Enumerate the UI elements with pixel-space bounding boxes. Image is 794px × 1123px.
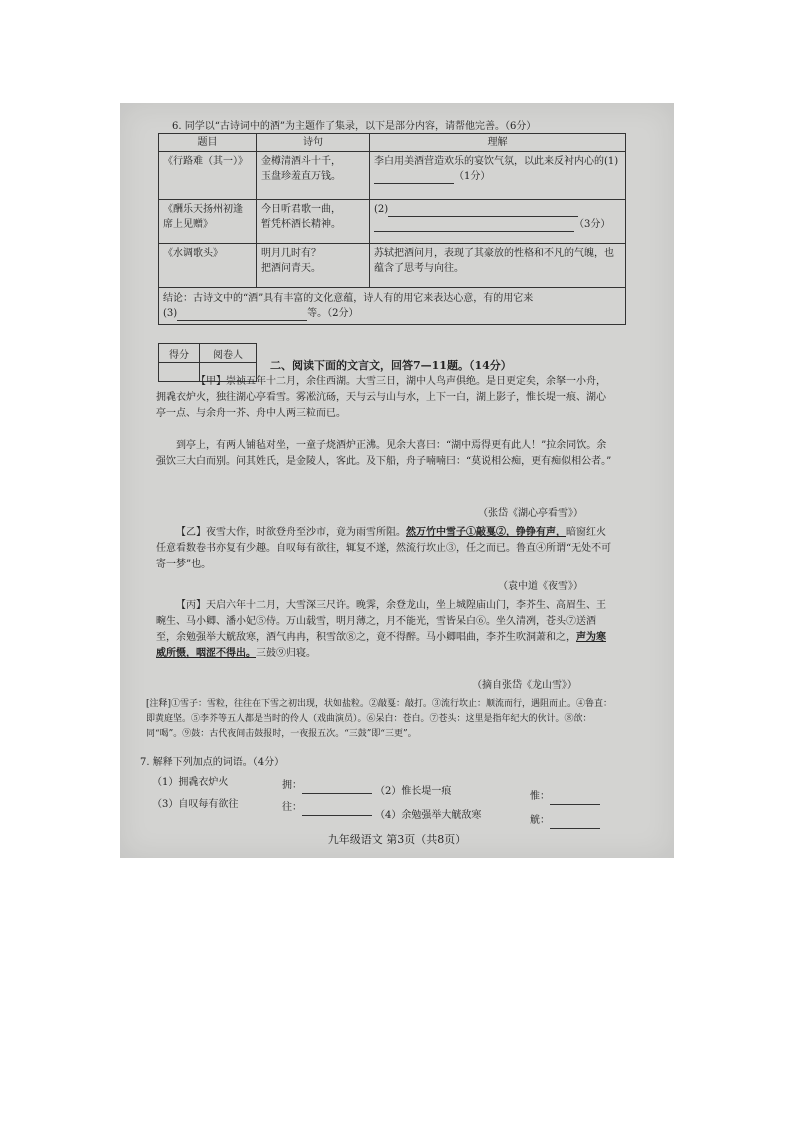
q7-blank-3[interactable] — [302, 803, 372, 816]
exam-page — [120, 103, 674, 858]
header-poem: 诗句 — [257, 134, 370, 152]
passage-bing-pre: 【丙】天启六年十二月，大雪深三尺许。晚霁，余登龙山，坐上城隍庙山门，李芥生、高眉生、王畹生、马小卿、潘小妃⑤侍。万山载雪，明月薄之，月不能光，雪皆呆白⑥。坐久清冽，苍头⑦送酒至，余勉强举大觥敌寒，酒气冉冉，积雪欱⑧之，竟不得醉。马小卿唱曲，李芥生吹洞萧和之， — [156, 600, 606, 643]
row3-poem: 明月几时有？ 把酒问青天。 — [257, 244, 370, 288]
row2-understanding — [370, 200, 626, 244]
q7-item-2-word — [530, 789, 600, 805]
q7-blank-1[interactable] — [302, 781, 372, 794]
conclusion-line-2 — [163, 306, 621, 321]
passage-bing-underlined: 声为寒威所慑，咽涩不得出。 — [156, 632, 606, 659]
passage-bing — [156, 598, 612, 662]
row1-score: （1分） — [454, 171, 491, 182]
passage-bing-source: （摘自张岱《龙山雪》） — [472, 680, 577, 691]
row1-understanding — [370, 152, 626, 200]
row3-understanding: 苏轼把酒问月，表现了其豪放的性格和不凡的气魄，也蕴含了思考与向往。 — [370, 244, 626, 288]
row2-poem: 今日听君歌一曲， 暂凭杯酒长精神。 — [257, 200, 370, 244]
row1-understanding-text: 李白用美酒营造欢乐的宴饮气氛，以此来反衬内心的(1) — [374, 156, 619, 167]
score-label: 得分 — [159, 344, 200, 363]
answer-blank-2b[interactable] — [374, 219, 574, 232]
q7-item-3-word — [282, 800, 372, 816]
header-title: 题目 — [159, 134, 257, 152]
row3-title: 《水调歌头》 — [159, 244, 257, 288]
q7-item-3: （3）自叹每有欲往 — [152, 799, 239, 810]
q7-item-4-label: 觥： — [530, 815, 550, 826]
page-footer: 九年级语文 第3页（共8页） — [327, 833, 467, 846]
q7-blank-4[interactable] — [550, 816, 600, 829]
row2-understanding-text: (2) — [374, 204, 389, 215]
annotations: [注释]①雪子：雪粒，往往在下雪之初出现，状如盐粒。②敲戛：敲打。③流行坎止：顺流而行，遇阻而止。④鲁直：即黄庭坚。⑤李芥等五人都是当时的伶人（戏曲演员）。⑥呆白：苍白。⑦苍头：这里是指年纪大的伙计。⑧欱：同“喝”。⑨鼓：古代夜间击鼓报时，一夜报五次。“三鼓”即“三更”。 — [146, 699, 613, 739]
grader-label: 阅卷人 — [200, 344, 257, 363]
q6-intro: 6. 同学以“古诗词中的酒”为主题作了集录，以下是部分内容，请帮他完善。（6分） — [172, 121, 537, 132]
section2-heading: 二、阅读下面的文言文，回答7—11题。（14分） — [270, 359, 512, 372]
conclusion-score: 等。（2分） — [307, 308, 359, 319]
q7-item-1-label: 拥： — [282, 780, 302, 791]
answer-blank-3[interactable] — [177, 308, 307, 321]
passage-yi-pre: 【乙】夜雪大作，时欲登舟至沙市，竟为雨雪所阻。 — [176, 527, 406, 538]
header-understanding: 理解 — [370, 134, 626, 152]
row1-title: 《行路难（其一）》 — [159, 152, 257, 200]
row2-score: （3分） — [574, 219, 611, 230]
passage-bing-post: 三鼓⑨归寝。 — [256, 648, 316, 659]
passage-yi — [156, 525, 612, 573]
passage-yi-underlined: 然万竹中雪子①敲戛②，铮铮有声， — [406, 527, 566, 538]
q6-table — [158, 133, 626, 325]
row2-title: 《酬乐天扬州初逢席上见赠》 — [159, 200, 257, 244]
q7-item-2-label: 惟： — [530, 791, 550, 802]
q7-item-3-label: 往： — [282, 802, 302, 813]
conclusion-label: (3) — [163, 308, 178, 319]
answer-blank-1[interactable] — [374, 171, 454, 184]
q7-blank-2[interactable] — [550, 792, 600, 805]
answer-blank-2a[interactable] — [388, 204, 578, 217]
passage-jia-2: 到亭上，有两人铺毡对坐，一童子烧酒炉正沸。见余大喜曰：“湖中焉得更有此人！”拉余同饮。余强饮三大白而别。问其姓氏，是金陵人，客此。及下船，舟子喃喃曰：“莫说相公痴，更有痴似相公者。” — [156, 440, 612, 467]
row1-poem: 金樽清酒斗十千， 玉盘珍羞直万钱。 — [257, 152, 370, 200]
passage-jia-1: 【甲】崇祯五年十二月，余住西湖。大雪三日，湖中人鸟声俱绝。是日更定矣，余拏一小舟，拥毳衣炉火，独往湖心亭看雪。雾凇沆砀，天与云与山与水，上下一白，湖上影子，惟长堤一痕、湖心亭一点、与余舟一芥、舟中人两三粒而已。 — [156, 376, 606, 419]
passage-yi-post: 暗窗红火任意看数卷书亦复有少趣。自叹每有欲往，辄复不遂，然流行坎止③，任之而已。鲁直④所谓“无处不可寄一梦”也。 — [156, 527, 612, 570]
conclusion-cell — [159, 288, 626, 325]
q7-item-4-word — [530, 813, 600, 829]
passage-yi-source: （袁中道《夜雪》） — [498, 581, 583, 592]
passage-jia-source: （张岱《湖心亭看雪》） — [478, 508, 583, 519]
q7-item-4: （4）余勉强举大觥敌寒 — [375, 810, 482, 821]
conclusion-line-1: 结论：古诗文中的“酒”具有丰富的文化意蕴，诗人有的用它来表达心意，有的用它来 — [163, 293, 534, 304]
q7-stem: 7. 解释下列加点的词语。（4分） — [140, 757, 285, 768]
q7-item-1: （1）拥毳衣炉火 — [152, 777, 229, 788]
q7-item-1-word — [282, 778, 372, 794]
q7-item-2: （2）惟长堤一痕 — [375, 786, 452, 797]
